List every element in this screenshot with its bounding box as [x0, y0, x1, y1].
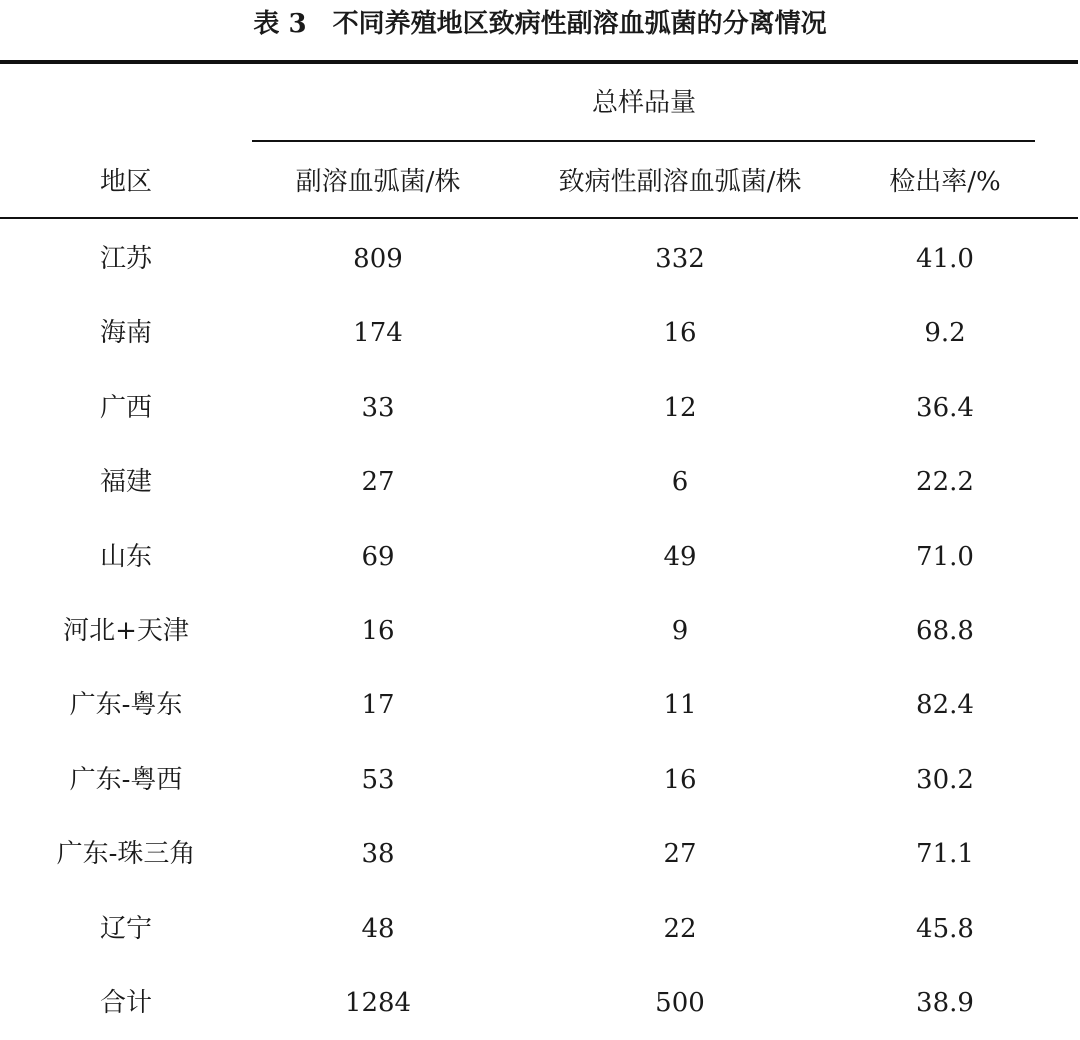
cell-detection-rate: 68.8 — [916, 615, 974, 646]
table-row — [0, 222, 1080, 296]
cell-detection-rate: 82.4 — [916, 690, 974, 721]
table-row — [0, 743, 1080, 817]
table-body — [0, 222, 1080, 1040]
cell-vp-count: 809 — [353, 244, 403, 274]
table-top-rule — [0, 60, 1078, 64]
cell-region: 辽宁 — [99, 913, 153, 944]
cell-pathogenic-count: 500 — [655, 987, 705, 1018]
header-bottom-rule — [0, 217, 1078, 219]
table-row — [0, 520, 1080, 594]
cell-pathogenic-count: 27 — [663, 839, 697, 870]
cell-pathogenic-count: 11 — [663, 690, 697, 721]
cell-detection-rate: 36.4 — [916, 392, 974, 423]
cell-vp-count: 33 — [361, 392, 395, 423]
table-row — [0, 371, 1080, 445]
group-header: 总样品量 — [591, 88, 697, 118]
cell-vp-count: 17 — [361, 690, 395, 721]
column-header-vp-count: 副溶血弧菌/株 — [295, 167, 461, 197]
cell-detection-rate: 22.2 — [916, 467, 974, 498]
table-row — [0, 892, 1080, 966]
cell-region: 合计 — [99, 987, 153, 1018]
cell-detection-rate: 71.0 — [916, 541, 974, 572]
cell-vp-count: 27 — [361, 467, 395, 498]
group-header-rule — [252, 140, 1035, 142]
cell-pathogenic-count: 49 — [663, 541, 697, 572]
cell-detection-rate: 9.2 — [924, 318, 966, 349]
column-header-region: 地区 — [99, 167, 153, 197]
cell-region: 广东-粤西 — [69, 764, 183, 795]
cell-vp-count: 16 — [361, 615, 395, 646]
cell-detection-rate: 38.9 — [916, 987, 974, 1018]
cell-region: 江苏 — [99, 244, 153, 274]
table-row — [0, 296, 1080, 370]
table-row — [0, 445, 1080, 519]
cell-detection-rate: 45.8 — [916, 913, 974, 944]
cell-pathogenic-count: 9 — [671, 615, 689, 646]
table-title: 表 3 不同养殖地区致病性副溶血弧菌的分离情况 — [253, 9, 827, 39]
cell-vp-count: 174 — [353, 318, 403, 349]
cell-region: 福建 — [99, 467, 153, 498]
cell-pathogenic-count: 22 — [663, 913, 697, 944]
table-row — [0, 817, 1080, 891]
cell-region: 广西 — [99, 392, 153, 423]
cell-vp-count: 53 — [361, 764, 395, 795]
cell-detection-rate: 30.2 — [916, 764, 974, 795]
cell-region: 广东-珠三角 — [56, 839, 196, 870]
column-header-pathogenic-count: 致病性副溶血弧菌/株 — [558, 167, 802, 197]
cell-pathogenic-count: 332 — [655, 244, 705, 274]
cell-vp-count: 69 — [361, 541, 395, 572]
cell-region: 山东 — [99, 541, 153, 572]
cell-pathogenic-count: 16 — [663, 318, 697, 349]
cell-pathogenic-count: 6 — [671, 467, 689, 498]
cell-vp-count: 48 — [361, 913, 395, 944]
cell-vp-count: 1284 — [344, 987, 412, 1018]
table-row-total — [0, 966, 1080, 1040]
table-row — [0, 668, 1080, 742]
cell-pathogenic-count: 12 — [663, 392, 697, 423]
cell-detection-rate: 41.0 — [916, 244, 974, 274]
cell-region: 广东-粤东 — [69, 690, 183, 721]
table-row — [0, 594, 1080, 668]
cell-region: 海南 — [99, 318, 153, 349]
cell-detection-rate: 71.1 — [916, 839, 974, 870]
cell-vp-count: 38 — [361, 839, 395, 870]
cell-pathogenic-count: 16 — [663, 764, 697, 795]
column-header-detection-rate: 检出率/% — [889, 167, 1001, 197]
cell-region: 河北+天津 — [63, 615, 189, 646]
